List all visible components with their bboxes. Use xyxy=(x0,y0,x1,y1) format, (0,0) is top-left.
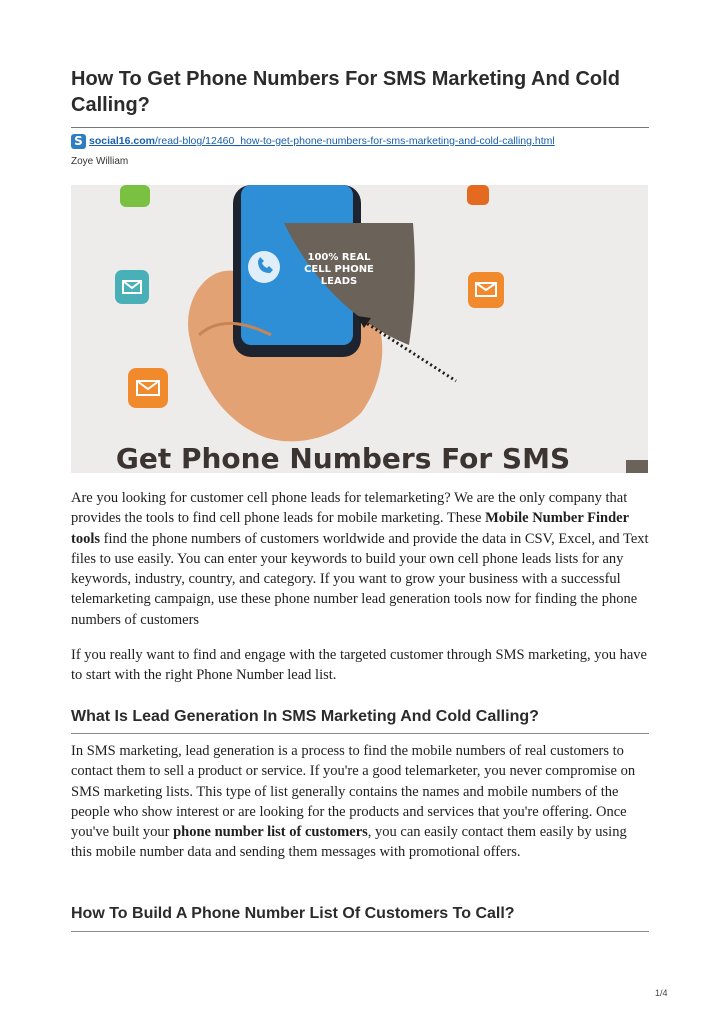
badge-line-3: LEADS xyxy=(320,276,358,287)
second-paragraph: If you really want to find and engage with the targeted customer through SMS marketing, you have to start with the right Phone Number lead list. xyxy=(71,647,647,684)
badge-line-1: 100% REAL xyxy=(307,252,371,263)
intro-text-1: Are you looking for customer cell phone leads for telemarketing? We are the only company that provides the tools to find cell phone leads for mobile marketing. These xyxy=(71,490,628,527)
source-path[interactable]: /read-blog/12460_how-to-get-phone-numbers-for-sms-marketing-and-cold-calling.html xyxy=(154,135,555,147)
intro-text-2: find the phone numbers of customers worldwide and provide the data in CSV, Excel, and Text files to use easily. You can enter your keywords to build your own cell phone leads lists for any keywords, industry, country, and category. If you want to grow your business with a successful telemarketing campaign, use these phone number lead generation tools now for finding the phone numbers of customers xyxy=(71,530,649,628)
app-icon-orange xyxy=(128,368,168,408)
intro-paragraph xyxy=(71,488,651,630)
lead-text-2: , you can easily contact them easily by using this mobile number data and sending them messages with promotional offers. xyxy=(71,824,627,861)
app-icon-dark-orange xyxy=(467,185,489,205)
title-divider xyxy=(71,127,649,128)
corner-bar xyxy=(626,460,648,473)
app-icon-teal xyxy=(115,270,149,304)
app-icon-orange-right xyxy=(468,272,504,308)
source-domain[interactable]: social16.com xyxy=(89,135,155,147)
mobile-number-finder-tools-link[interactable]: Mobile Number Finder tools xyxy=(71,510,629,547)
heading-lead-generation: What Is Lead Generation In SMS Marketing And Cold Calling? xyxy=(71,708,539,725)
heading-divider-1 xyxy=(71,733,649,734)
hero-illustration xyxy=(71,185,648,473)
source-link[interactable] xyxy=(71,133,555,149)
author-name: Zoye William xyxy=(71,156,129,167)
page-number: 1/4 xyxy=(655,988,668,998)
hero-caption: Get Phone Numbers For SMS xyxy=(115,442,571,473)
lead-generation-paragraph xyxy=(71,741,651,863)
lead-text-1: In SMS marketing, lead generation is a process to find the mobile numbers of real customers to contact them to sell a product or service. If you're a good telemarketer, you never compromise on SMS marketing lists. This type of list generally contains the names and mobile numbers of the people who show interest or are looking for the products and services that you're offering. Once you've built your xyxy=(71,743,636,841)
phone-number-list-link[interactable]: phone number list of customers xyxy=(173,824,368,841)
page-title: How To Get Phone Numbers For SMS Marketing And Cold Calling? xyxy=(71,68,620,116)
heading-divider-2 xyxy=(71,931,649,932)
hero-image xyxy=(71,185,648,473)
heading-build-list: How To Build A Phone Number List Of Customers To Call? xyxy=(71,905,515,922)
site-logo-icon: S xyxy=(71,134,86,149)
app-icon-green xyxy=(120,185,150,207)
badge-line-2: CELL PHONE xyxy=(304,264,374,275)
